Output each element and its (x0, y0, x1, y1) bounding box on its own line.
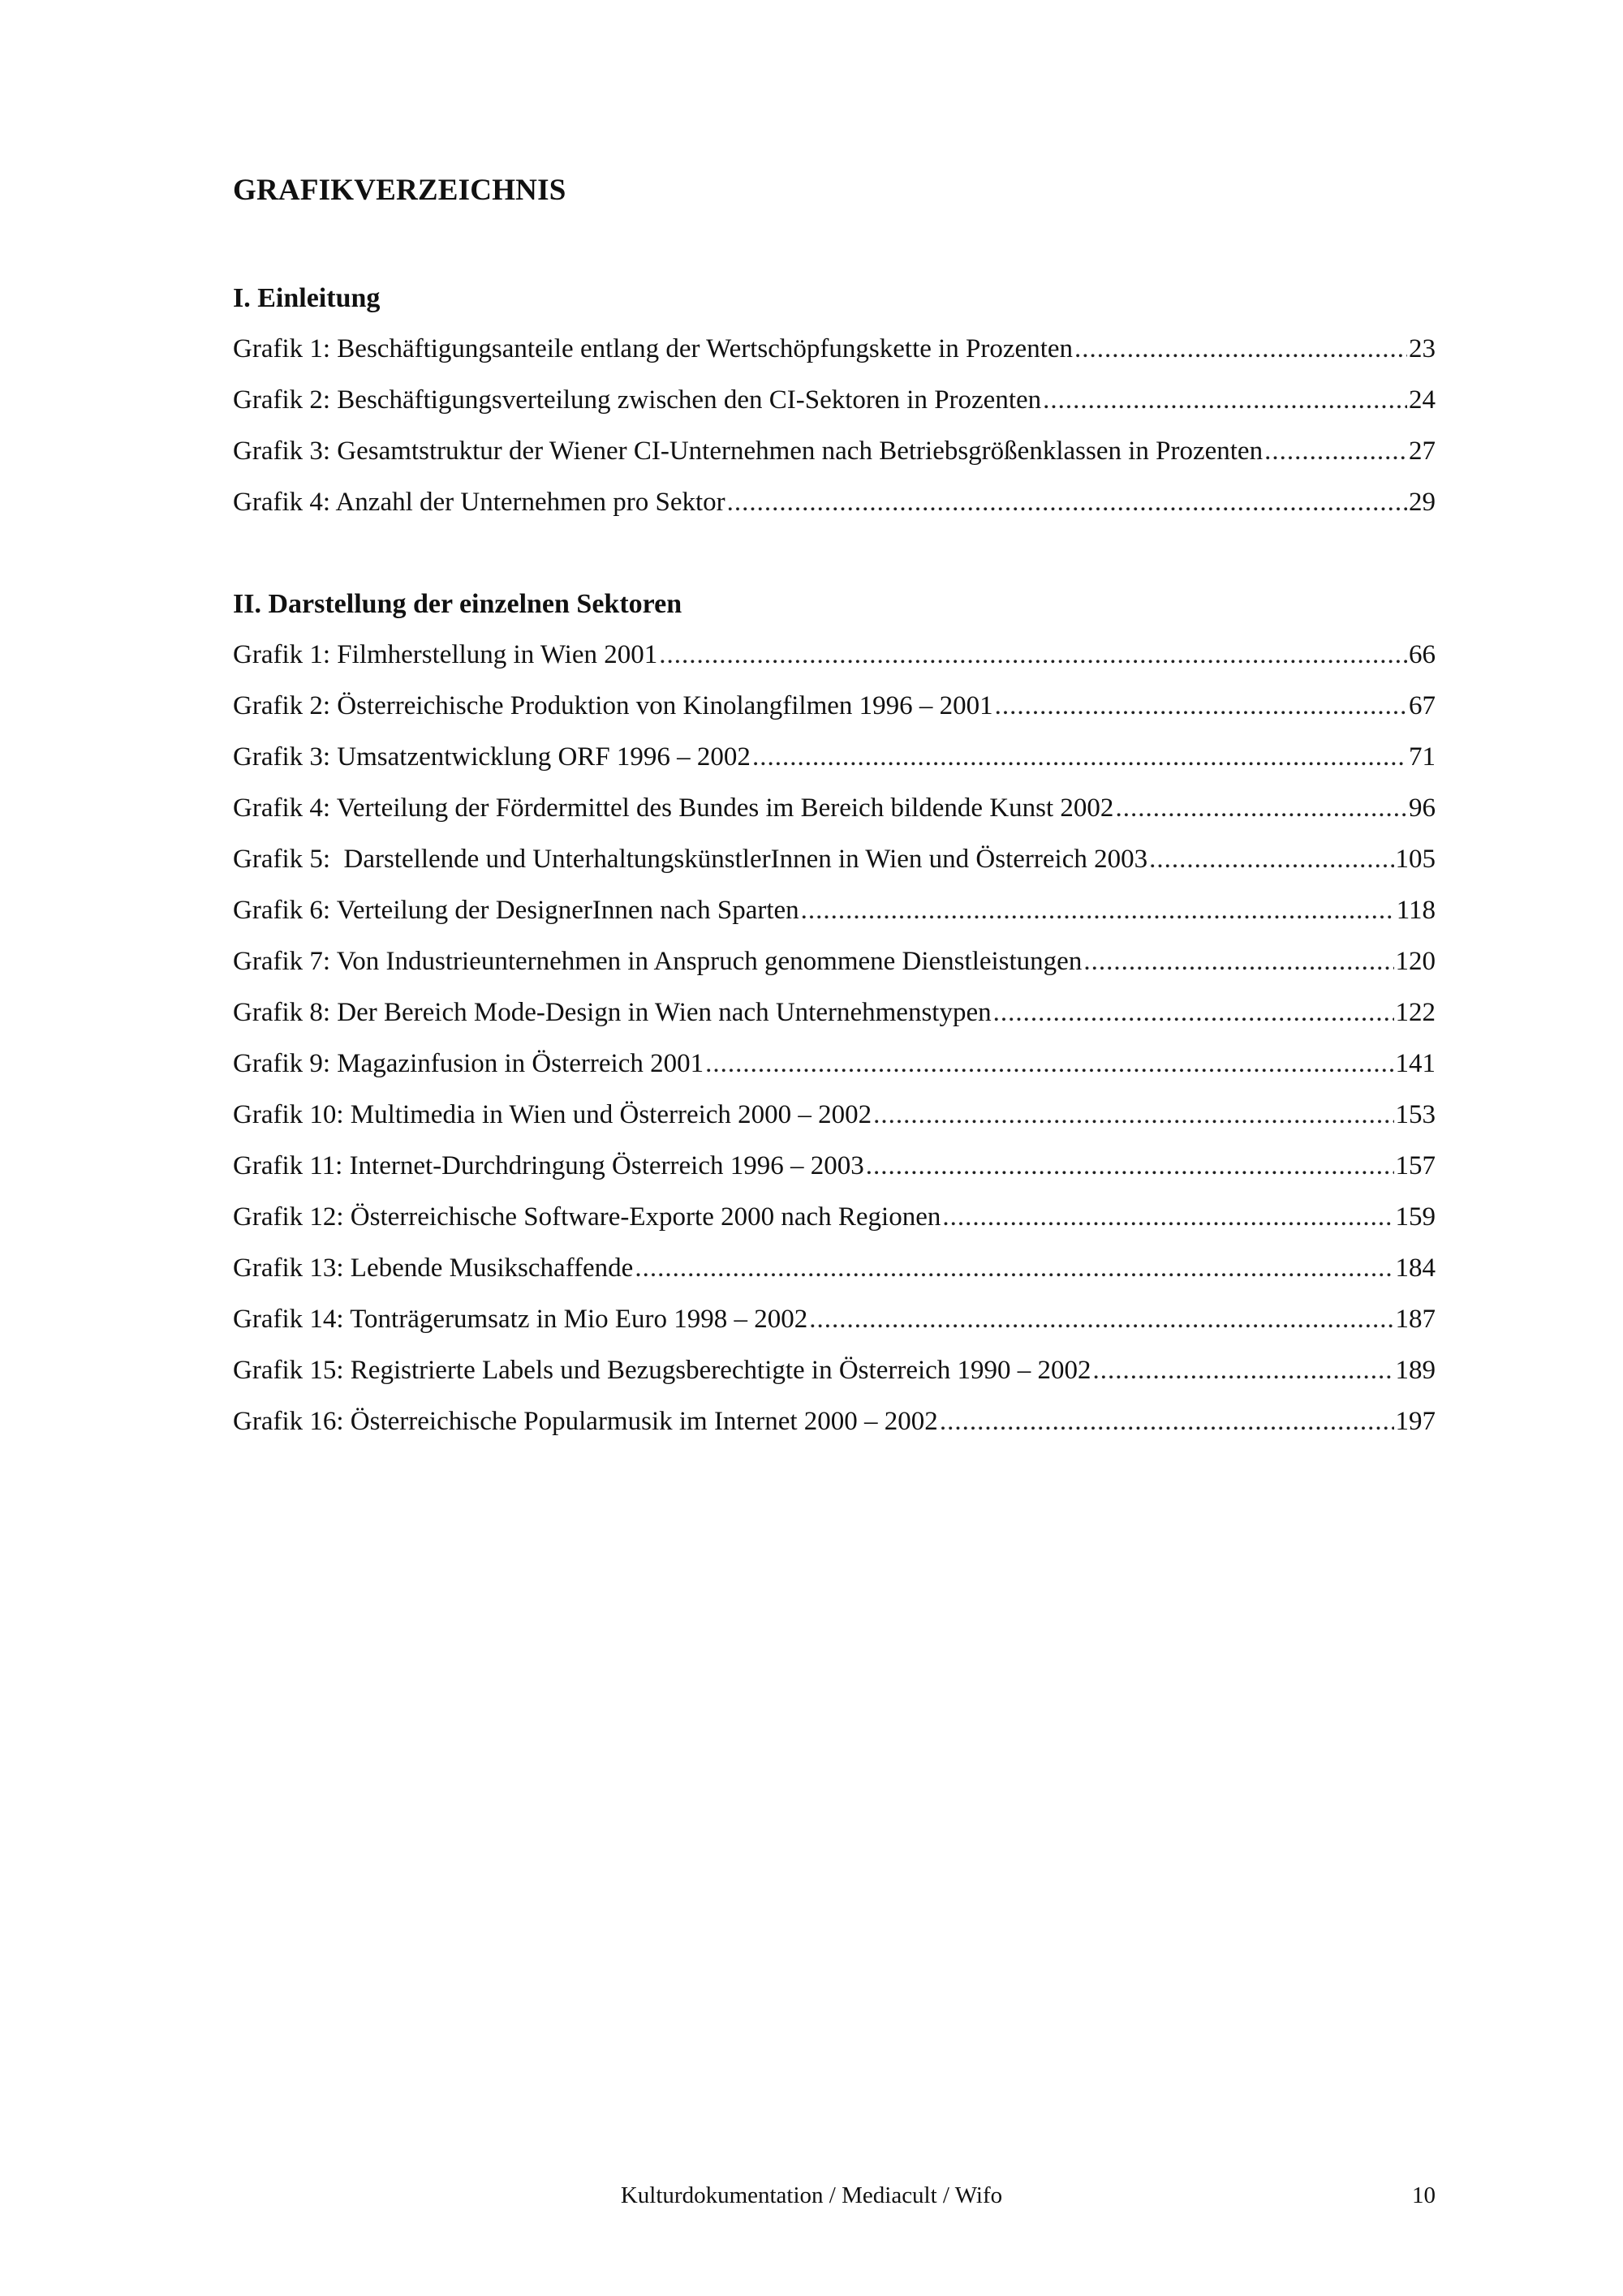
page-title: GRAFIKVERZEICHNIS (233, 174, 566, 207)
toc-entry-label: Grafik 4: Verteilung der Fördermittel des Bundes im Bereich bildende Kunst 2002 (233, 793, 1114, 823)
toc-entry[interactable] (233, 681, 1436, 732)
toc-entry-label: Grafik 10: Multimedia in Wien und Österreich 2000 – 2002 (233, 1100, 872, 1129)
toc-dot-leader (873, 1090, 1393, 1141)
toc-entry-page: 71 (1409, 742, 1436, 772)
toc-entry-label: Grafik 5: Darstellende und UnterhaltungskünstlerInnen in Wien und Österreich 2003 (233, 845, 1148, 874)
toc-entry-label: Grafik 13: Lebende Musikschaffende (233, 1253, 634, 1283)
toc-dot-leader (1115, 783, 1407, 834)
toc-entry-page: 24 (1409, 385, 1436, 415)
toc-entry[interactable] (233, 1396, 1436, 1447)
toc-entry-label: Grafik 1: Beschäftigungsanteile entlang der Wertschöpfungskette in Prozenten (233, 334, 1074, 363)
toc-dot-leader (1264, 426, 1407, 477)
toc-entry-page: 105 (1395, 845, 1436, 874)
toc-entry-page: 29 (1409, 488, 1436, 517)
toc-entry-page: 141 (1395, 1049, 1436, 1078)
toc-entry[interactable] (233, 426, 1436, 477)
toc-entry[interactable] (233, 630, 1436, 681)
section-heading: I. Einleitung (233, 283, 381, 313)
toc-entry[interactable] (233, 834, 1436, 885)
toc-entry-label: Grafik 1: Filmherstellung in Wien 2001 (233, 640, 658, 669)
toc-entry[interactable] (233, 1192, 1436, 1243)
toc-entry[interactable] (233, 477, 1436, 528)
toc-entry[interactable] (233, 324, 1436, 375)
toc-entry-page: 184 (1395, 1253, 1436, 1283)
toc-entry[interactable] (233, 1294, 1436, 1345)
toc-entry[interactable] (233, 1345, 1436, 1396)
toc-dot-leader (752, 732, 1407, 783)
toc-entry-page: 153 (1395, 1100, 1436, 1129)
toc-dot-leader (995, 681, 1407, 732)
section-sektoren (233, 578, 1436, 1447)
toc-entry[interactable] (233, 987, 1436, 1038)
toc-entry-label: Grafik 11: Internet-Durchdringung Österreich 1996 – 2003 (233, 1151, 864, 1180)
section-einleitung (233, 273, 1436, 528)
toc-entry[interactable] (233, 936, 1436, 987)
toc-dot-leader (993, 987, 1394, 1038)
toc-entry-label: Grafik 4: Anzahl der Unternehmen pro Sektor (233, 488, 725, 517)
footer-publisher: Kulturdokumentation / Mediacult / Wifo (620, 2182, 1003, 2208)
toc-entry[interactable] (233, 885, 1436, 936)
toc-entry-label: Grafik 9: Magazinfusion in Österreich 2001 (233, 1049, 704, 1078)
toc-entry[interactable] (233, 1090, 1436, 1141)
toc-entry-label: Grafik 7: Von Industrieunternehmen in Anspruch genommene Dienstleistungen (233, 947, 1083, 976)
toc-entry-page: 159 (1395, 1202, 1436, 1232)
toc-dot-leader (659, 630, 1407, 681)
toc-entry-label: Grafik 15: Registrierte Labels und Bezugsberechtigte in Österreich 1990 – 2002 (233, 1356, 1091, 1385)
toc-entry-page: 67 (1409, 691, 1436, 720)
toc-dot-leader (1043, 375, 1407, 426)
toc-dot-leader (1074, 324, 1407, 375)
toc-entry-label: Grafik 16: Österreichische Popularmusik im Internet 2000 – 2002 (233, 1407, 938, 1436)
toc-entry-label: Grafik 6: Verteilung der DesignerInnen nach Sparten (233, 896, 799, 925)
toc-entry-label: Grafik 2: Österreichische Produktion von Kinolangfilmen 1996 – 2001 (233, 691, 993, 720)
toc-dot-leader (705, 1038, 1393, 1090)
toc-entry-label: Grafik 8: Der Bereich Mode-Design in Wien nach Unternehmenstypen (233, 998, 992, 1027)
toc-dot-leader (727, 477, 1407, 528)
toc-dot-leader (1149, 834, 1393, 885)
toc-entry-page: 187 (1395, 1305, 1436, 1334)
toc-entry-page: 23 (1409, 334, 1436, 363)
toc-entry[interactable] (233, 1243, 1436, 1294)
toc-dot-leader (940, 1396, 1394, 1447)
toc-entry-label: Grafik 12: Österreichische Software-Exporte 2000 nach Regionen (233, 1202, 941, 1232)
footer-page-number: 10 (1412, 2182, 1436, 2208)
toc-entry-page: 122 (1395, 998, 1436, 1027)
toc-entry-page: 27 (1409, 436, 1436, 466)
toc-entry-page: 118 (1396, 896, 1436, 925)
toc-entry-page: 197 (1395, 1407, 1436, 1436)
toc-entry-label: Grafik 3: Umsatzentwicklung ORF 1996 – 2002 (233, 742, 751, 772)
toc-entry-page: 120 (1395, 947, 1436, 976)
toc-dot-leader (866, 1141, 1394, 1192)
toc-entry[interactable] (233, 732, 1436, 783)
toc-dot-leader (942, 1192, 1393, 1243)
toc-entry-page: 157 (1395, 1151, 1436, 1180)
toc-entry[interactable] (233, 783, 1436, 834)
toc-entry-page: 96 (1409, 793, 1436, 823)
toc-dot-leader (801, 885, 1395, 936)
toc-dot-leader (1093, 1345, 1394, 1396)
section-heading: II. Darstellung der einzelnen Sektoren (233, 589, 682, 619)
toc-entry-label: Grafik 14: Tonträgerumsatz in Mio Euro 1998 – 2002 (233, 1305, 808, 1334)
toc-dot-leader (1083, 936, 1393, 987)
toc-dot-leader (635, 1243, 1393, 1294)
toc-dot-leader (809, 1294, 1393, 1345)
toc-entry-label: Grafik 3: Gesamtstruktur der Wiener CI-Unternehmen nach Betriebsgrößenklassen in Prozenten (233, 436, 1264, 466)
toc-entry-page: 189 (1395, 1356, 1436, 1385)
toc-entry[interactable] (233, 1141, 1436, 1192)
toc-entry[interactable] (233, 375, 1436, 426)
toc-entry-page: 66 (1409, 640, 1436, 669)
toc-entry-label: Grafik 2: Beschäftigungsverteilung zwischen den CI-Sektoren in Prozenten (233, 385, 1042, 415)
toc-entry[interactable] (233, 1038, 1436, 1090)
